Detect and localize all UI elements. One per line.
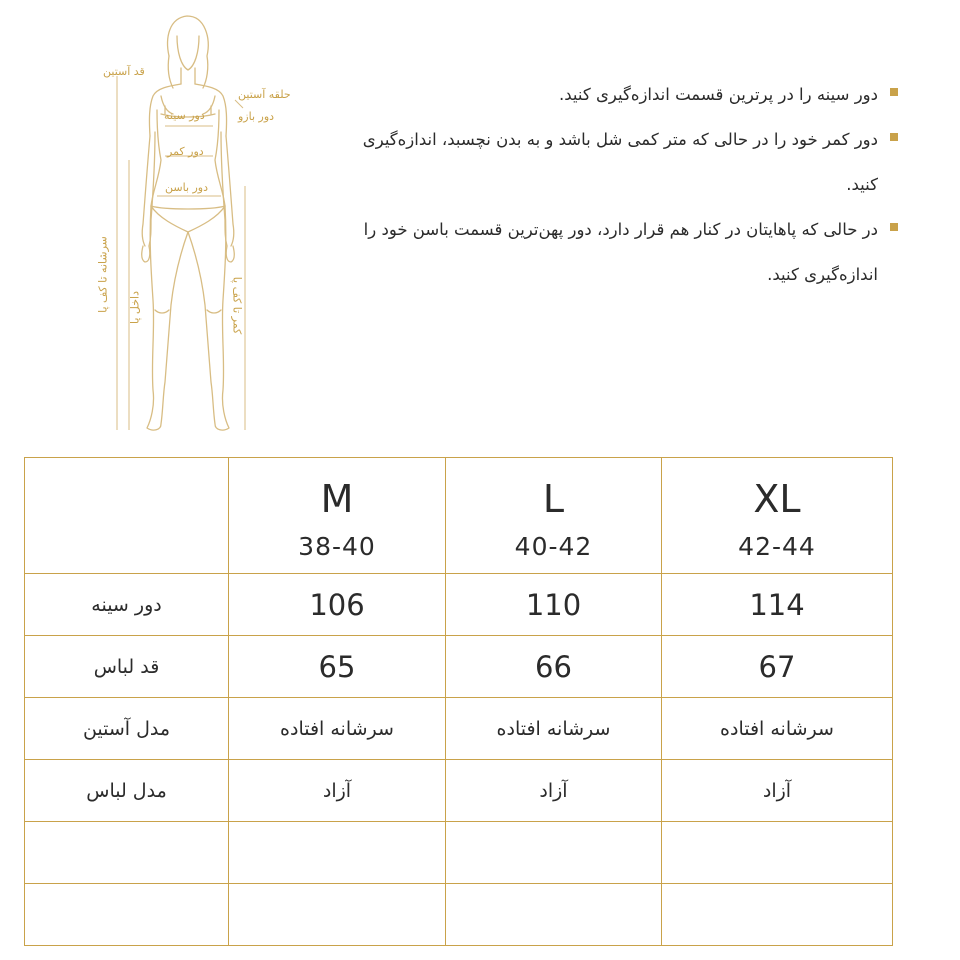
instruction-item bbox=[340, 117, 898, 207]
table-cell bbox=[662, 884, 893, 946]
table-cell: آزاد bbox=[446, 760, 662, 822]
table-cell: سرشانه افتاده bbox=[662, 698, 893, 760]
table-row bbox=[25, 574, 893, 636]
instruction-text: دور سینه را در پرترین قسمت اندازه‌گیری کنید. bbox=[559, 85, 878, 104]
instruction-text: دور کمر خود را در حالی که متر کمی شل باشد و به بدن نچسبد، اندازه‌گیری کنید. bbox=[362, 130, 878, 194]
table-cell bbox=[446, 822, 662, 884]
table-cell bbox=[446, 884, 662, 946]
armhole-label: حلقه آستین bbox=[238, 88, 291, 101]
table-row bbox=[25, 698, 893, 760]
table-row bbox=[25, 760, 893, 822]
table-cell: 66 bbox=[446, 636, 662, 698]
table-cell: آزاد bbox=[662, 760, 893, 822]
table-cell: سرشانه افتاده bbox=[446, 698, 662, 760]
table-row bbox=[25, 636, 893, 698]
hip-label: دور باسن bbox=[165, 181, 209, 194]
size-name: XL bbox=[753, 477, 801, 521]
row-label: مدل لباس bbox=[25, 760, 229, 822]
bullet-square-icon bbox=[890, 223, 898, 231]
waist-label: دور کمر bbox=[167, 145, 204, 158]
instruction-item bbox=[340, 207, 898, 297]
instruction-text: در حالی که پاهایتان در کنار هم قرار دارد، دور پهن‌ترین قسمت باسن خود را اندازه‌گیری کنید. bbox=[363, 220, 878, 284]
size-range: 42-44 bbox=[738, 532, 816, 561]
instruction-item bbox=[340, 72, 898, 117]
table-cell bbox=[662, 822, 893, 884]
table-cell: 106 bbox=[229, 574, 446, 636]
row-label: مدل آستین bbox=[25, 698, 229, 760]
shoulder-to-foot-label: سرشانه تا کف پا bbox=[96, 236, 110, 313]
row-label bbox=[25, 822, 229, 884]
table-cell: آزاد bbox=[229, 760, 446, 822]
size-range: 38-40 bbox=[298, 532, 376, 561]
table-cell bbox=[229, 884, 446, 946]
sleeve-length-label: قد آستین bbox=[103, 65, 145, 78]
size-name: L bbox=[542, 477, 565, 521]
table-cell: 65 bbox=[229, 636, 446, 698]
measurement-instructions bbox=[340, 72, 898, 297]
size-name: M bbox=[320, 477, 354, 521]
table-row bbox=[25, 822, 893, 884]
bust-label: دور سینه bbox=[164, 109, 205, 122]
row-label: قد لباس bbox=[25, 636, 229, 698]
header-corner-cell bbox=[25, 458, 229, 574]
inseam-label: داخل پا bbox=[128, 291, 142, 324]
row-label: دور سینه bbox=[25, 574, 229, 636]
table-cell: سرشانه افتاده bbox=[229, 698, 446, 760]
row-label bbox=[25, 884, 229, 946]
arm-circumference-label: دور بازو bbox=[238, 110, 275, 123]
bullet-square-icon bbox=[890, 133, 898, 141]
table-cell: 67 bbox=[662, 636, 893, 698]
bullet-square-icon bbox=[890, 88, 898, 96]
table-row bbox=[25, 884, 893, 946]
waist-to-foot-label: کمر تا کف پا bbox=[230, 276, 244, 335]
size-table bbox=[24, 457, 893, 946]
table-cell: 114 bbox=[662, 574, 893, 636]
size-header-cell bbox=[662, 458, 893, 574]
table-cell bbox=[229, 822, 446, 884]
size-range: 40-42 bbox=[514, 532, 593, 561]
body-measurement-figure bbox=[95, 10, 310, 435]
table-cell: 110 bbox=[446, 574, 662, 636]
size-header-row bbox=[25, 458, 893, 574]
size-header-cell bbox=[229, 458, 446, 574]
size-header-cell bbox=[446, 458, 662, 574]
